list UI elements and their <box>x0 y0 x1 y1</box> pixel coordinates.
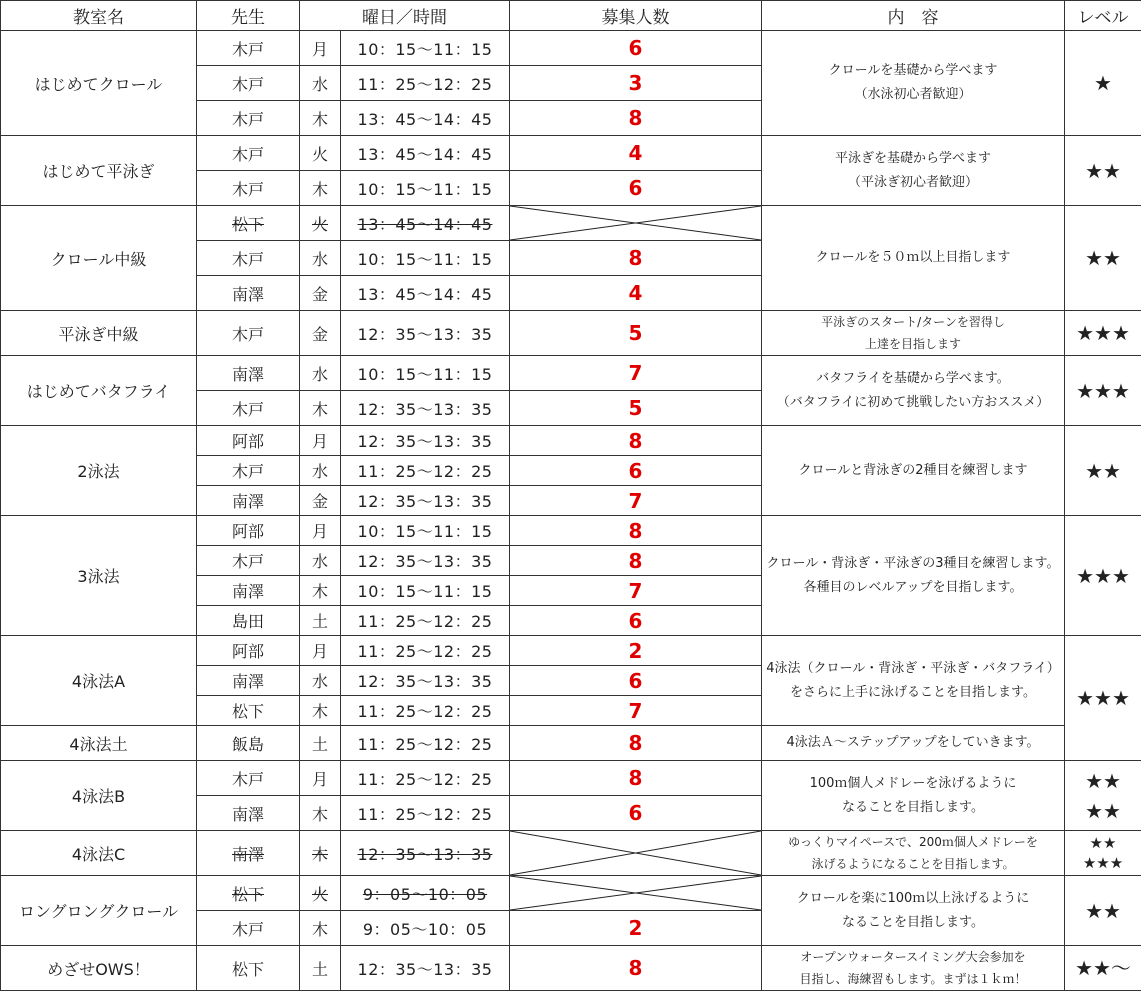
day-cell: 木 <box>300 101 341 136</box>
day-cell: 水 <box>300 356 341 391</box>
table-row <box>1 636 1141 666</box>
level-stars: ★★ <box>1065 456 1141 486</box>
class-name: 4泳法C <box>1 831 197 876</box>
capacity-cell: 8 <box>510 241 762 276</box>
day-cell: 木 <box>300 696 341 726</box>
level-stars: ★★ <box>1065 156 1141 186</box>
time-cell: 12：35～13：35 <box>341 426 510 456</box>
class-name: 4泳法A <box>1 636 197 726</box>
table-row <box>1 761 1141 796</box>
description-line: クロールを５０ｍ以上目指します <box>762 246 1064 270</box>
day-cell: 水 <box>300 666 341 696</box>
description-cell <box>762 946 1065 991</box>
description-line: クロールと背泳ぎの2種目を練習します <box>762 459 1064 483</box>
level-stars: ★★ <box>1065 243 1141 273</box>
teacher-cell: 松下 <box>197 946 300 991</box>
day-cell: 土 <box>300 726 341 761</box>
description-line: ゆっくりマイペースで、200ｍ個人メドレーを <box>762 831 1064 853</box>
class-name: 4泳法B <box>1 761 197 831</box>
time-cell: 13：45～14：45 <box>341 101 510 136</box>
time-cell: 11：25～12：25 <box>341 456 510 486</box>
class-name: 2泳法 <box>1 426 197 516</box>
level-cell <box>1065 206 1141 311</box>
capacity-cell: 6 <box>510 31 762 66</box>
table-row <box>1 876 1141 911</box>
description-cell <box>762 726 1065 761</box>
level-cell <box>1065 946 1141 991</box>
day-cell: 木 <box>300 171 341 206</box>
cancelled-cell <box>510 206 762 241</box>
cross-mark-icon <box>510 206 761 240</box>
time-cell: 10：15～11：15 <box>341 516 510 546</box>
table-row <box>1 136 1141 171</box>
day-cell: 月 <box>300 31 341 66</box>
level-stars: ★★ <box>1065 766 1141 796</box>
time-cell: 11：25～12：25 <box>341 761 510 796</box>
header-time: 曜日／時間 <box>300 1 510 31</box>
teacher-cell: 木戸 <box>197 241 300 276</box>
capacity-cell: 3 <box>510 66 762 101</box>
level-cell <box>1065 761 1141 831</box>
description-line: 4泳法Ａ～ステップアップをしていきます。 <box>762 731 1064 755</box>
class-name: はじめてクロール <box>1 31 197 136</box>
level-stars: ★★★ <box>1065 853 1141 873</box>
level-cell <box>1065 311 1141 356</box>
cancelled-cell <box>510 876 762 911</box>
time-cell: 10：15～11：15 <box>341 241 510 276</box>
time-cell: 10：15～11：15 <box>341 576 510 606</box>
teacher-cell: 松下 <box>197 876 300 911</box>
capacity-cell: 6 <box>510 456 762 486</box>
teacher-cell: 阿部 <box>197 516 300 546</box>
capacity-cell: 8 <box>510 426 762 456</box>
time-cell: 12：35～13：35 <box>341 946 510 991</box>
teacher-cell: 木戸 <box>197 101 300 136</box>
cross-mark-icon <box>510 876 761 910</box>
day-cell: 金 <box>300 311 341 356</box>
description-cell <box>762 426 1065 516</box>
class-name: クロール中級 <box>1 206 197 311</box>
description-line: なることを目指します。 <box>762 911 1064 935</box>
teacher-cell: 木戸 <box>197 171 300 206</box>
level-cell <box>1065 831 1141 876</box>
capacity-cell: 7 <box>510 486 762 516</box>
class-name: はじめて平泳ぎ <box>1 136 197 206</box>
description-line: バタフライを基礎から学べます。 <box>762 367 1064 391</box>
table-row <box>1 831 1141 876</box>
capacity-cell: 6 <box>510 796 762 831</box>
time-cell: 12：35～13：35 <box>341 831 510 876</box>
level-stars: ★★★ <box>1065 318 1141 348</box>
capacity-cell: 2 <box>510 636 762 666</box>
day-cell: 水 <box>300 66 341 101</box>
day-cell: 木 <box>300 831 341 876</box>
day-cell: 月 <box>300 426 341 456</box>
level-cell <box>1065 636 1141 761</box>
class-name: 4泳法土 <box>1 726 197 761</box>
table-row <box>1 311 1141 356</box>
day-cell: 水 <box>300 456 341 486</box>
table-row <box>1 356 1141 391</box>
capacity-cell: 4 <box>510 136 762 171</box>
teacher-cell: 木戸 <box>197 761 300 796</box>
time-cell: 12：35～13：35 <box>341 311 510 356</box>
description-cell <box>762 31 1065 136</box>
description-line: 上達を目指します <box>762 333 1064 355</box>
time-cell: 13：45～14：45 <box>341 206 510 241</box>
day-cell: 火 <box>300 136 341 171</box>
description-cell <box>762 761 1065 831</box>
capacity-cell: 2 <box>510 911 762 946</box>
day-cell: 火 <box>300 876 341 911</box>
day-cell: 金 <box>300 486 341 516</box>
day-cell: 月 <box>300 761 341 796</box>
level-cell <box>1065 31 1141 136</box>
level-cell <box>1065 516 1141 636</box>
time-cell: 11：25～12：25 <box>341 726 510 761</box>
description-line: クロールを楽に100ｍ以上泳げるように <box>762 887 1064 911</box>
capacity-cell: 7 <box>510 356 762 391</box>
teacher-cell: 松下 <box>197 696 300 726</box>
description-line: （水泳初心者歓迎） <box>762 83 1064 107</box>
table-row <box>1 426 1141 456</box>
description-cell <box>762 876 1065 946</box>
header-row <box>1 1 1141 31</box>
teacher-cell: 木戸 <box>197 311 300 356</box>
teacher-cell: 南澤 <box>197 486 300 516</box>
description-cell <box>762 831 1065 876</box>
teacher-cell: 南澤 <box>197 576 300 606</box>
description-line: （平泳ぎ初心者歓迎） <box>762 171 1064 195</box>
class-name: 3泳法 <box>1 516 197 636</box>
description-cell <box>762 206 1065 311</box>
level-cell <box>1065 426 1141 516</box>
description-line: 4泳法（クロール・背泳ぎ・平泳ぎ・バタフライ） <box>762 657 1064 681</box>
description-line: クロール・背泳ぎ・平泳ぎの3種目を練習します。 <box>762 552 1064 576</box>
day-cell: 水 <box>300 546 341 576</box>
time-cell: 11：25～12：25 <box>341 606 510 636</box>
table-row <box>1 206 1141 241</box>
description-cell <box>762 636 1065 726</box>
teacher-cell: 南澤 <box>197 666 300 696</box>
teacher-cell: 飯島 <box>197 726 300 761</box>
description-line: 泳げるようになることを目指します。 <box>762 853 1064 875</box>
time-cell: 11：25～12：25 <box>341 66 510 101</box>
header-capacity: 募集人数 <box>510 1 762 31</box>
level-stars: ★★ <box>1065 833 1141 853</box>
capacity-cell: 5 <box>510 311 762 356</box>
time-cell: 10：15～11：15 <box>341 31 510 66</box>
teacher-cell: 南澤 <box>197 796 300 831</box>
level-stars: ★★★ <box>1065 376 1141 406</box>
capacity-cell: 6 <box>510 666 762 696</box>
description-line: オープンウォータースイミング大会参加を <box>762 946 1064 968</box>
time-cell: 12：35～13：35 <box>341 666 510 696</box>
time-cell: 12：35～13：35 <box>341 546 510 576</box>
time-cell: 9：05～10：05 <box>341 876 510 911</box>
teacher-cell: 木戸 <box>197 456 300 486</box>
header-content: 内 容 <box>762 1 1065 31</box>
time-cell: 10：15～11：15 <box>341 356 510 391</box>
day-cell: 木 <box>300 796 341 831</box>
capacity-cell: 6 <box>510 171 762 206</box>
capacity-cell: 8 <box>510 516 762 546</box>
capacity-cell: 8 <box>510 546 762 576</box>
header-class: 教室名 <box>1 1 197 31</box>
time-cell: 10：15～11：15 <box>341 171 510 206</box>
day-cell: 木 <box>300 576 341 606</box>
time-cell: 11：25～12：25 <box>341 796 510 831</box>
time-cell: 13：45～14：45 <box>341 276 510 311</box>
description-line: 100ｍ個人メドレーを泳げるように <box>762 772 1064 796</box>
day-cell: 土 <box>300 606 341 636</box>
description-cell <box>762 516 1065 636</box>
teacher-cell: 松下 <box>197 206 300 241</box>
description-cell <box>762 356 1065 426</box>
level-cell <box>1065 876 1141 946</box>
teacher-cell: 南澤 <box>197 356 300 391</box>
class-name: はじめてバタフライ <box>1 356 197 426</box>
level-stars: ★★ <box>1065 796 1141 826</box>
description-line: 各種目のレベルアップを目指します。 <box>762 576 1064 600</box>
time-cell: 12：35～13：35 <box>341 391 510 426</box>
time-cell: 11：25～12：25 <box>341 636 510 666</box>
time-cell: 12：35～13：35 <box>341 486 510 516</box>
capacity-cell: 8 <box>510 946 762 991</box>
capacity-cell: 8 <box>510 101 762 136</box>
day-cell: 木 <box>300 391 341 426</box>
level-stars: ★★～ <box>1065 953 1141 983</box>
capacity-cell: 6 <box>510 606 762 636</box>
time-cell: 11：25～12：25 <box>341 696 510 726</box>
description-line: クロールを基礎から学べます <box>762 59 1064 83</box>
description-line: をさらに上手に泳げることを目指します。 <box>762 681 1064 705</box>
cancelled-cell <box>510 831 762 876</box>
description-line: 平泳ぎのスタート/ターンを習得し <box>762 311 1064 333</box>
teacher-cell: 木戸 <box>197 391 300 426</box>
day-cell: 月 <box>300 516 341 546</box>
table-row <box>1 516 1141 546</box>
teacher-cell: 南澤 <box>197 831 300 876</box>
teacher-cell: 木戸 <box>197 136 300 171</box>
teacher-cell: 木戸 <box>197 546 300 576</box>
day-cell: 月 <box>300 636 341 666</box>
day-cell: 金 <box>300 276 341 311</box>
class-name: めざせOWS！ <box>1 946 197 991</box>
level-stars: ★ <box>1065 68 1141 98</box>
teacher-cell: 阿部 <box>197 636 300 666</box>
level-stars: ★★★ <box>1065 561 1141 591</box>
capacity-cell: 8 <box>510 761 762 796</box>
description-cell <box>762 136 1065 206</box>
day-cell: 火 <box>300 206 341 241</box>
capacity-cell: 7 <box>510 576 762 606</box>
capacity-cell: 5 <box>510 391 762 426</box>
header-teacher: 先生 <box>197 1 300 31</box>
teacher-cell: 木戸 <box>197 911 300 946</box>
description-line: 平泳ぎを基礎から学べます <box>762 147 1064 171</box>
class-name: ロングロングクロール <box>1 876 197 946</box>
header-level: レベル <box>1065 1 1141 31</box>
description-line: 目指し、海練習もします。まずは１ｋｍ！ <box>762 968 1064 990</box>
day-cell: 水 <box>300 241 341 276</box>
cross-mark-icon <box>510 831 761 875</box>
description-cell <box>762 311 1065 356</box>
teacher-cell: 木戸 <box>197 31 300 66</box>
level-cell <box>1065 136 1141 206</box>
teacher-cell: 島田 <box>197 606 300 636</box>
capacity-cell: 4 <box>510 276 762 311</box>
description-line: （バタフライに初めて挑戦したい方おススメ） <box>762 391 1064 415</box>
capacity-cell: 8 <box>510 726 762 761</box>
day-cell: 木 <box>300 911 341 946</box>
teacher-cell: 南澤 <box>197 276 300 311</box>
table-row <box>1 31 1141 66</box>
level-stars: ★★ <box>1065 896 1141 926</box>
table-row <box>1 946 1141 991</box>
level-stars: ★★★ <box>1065 683 1141 713</box>
level-cell <box>1065 356 1141 426</box>
day-cell: 土 <box>300 946 341 991</box>
teacher-cell: 阿部 <box>197 426 300 456</box>
class-name: 平泳ぎ中級 <box>1 311 197 356</box>
teacher-cell: 木戸 <box>197 66 300 101</box>
capacity-cell: 7 <box>510 696 762 726</box>
description-line: なることを目指します。 <box>762 796 1064 820</box>
table-row <box>1 726 1141 761</box>
time-cell: 13：45～14：45 <box>341 136 510 171</box>
time-cell: 9：05～10：05 <box>341 911 510 946</box>
